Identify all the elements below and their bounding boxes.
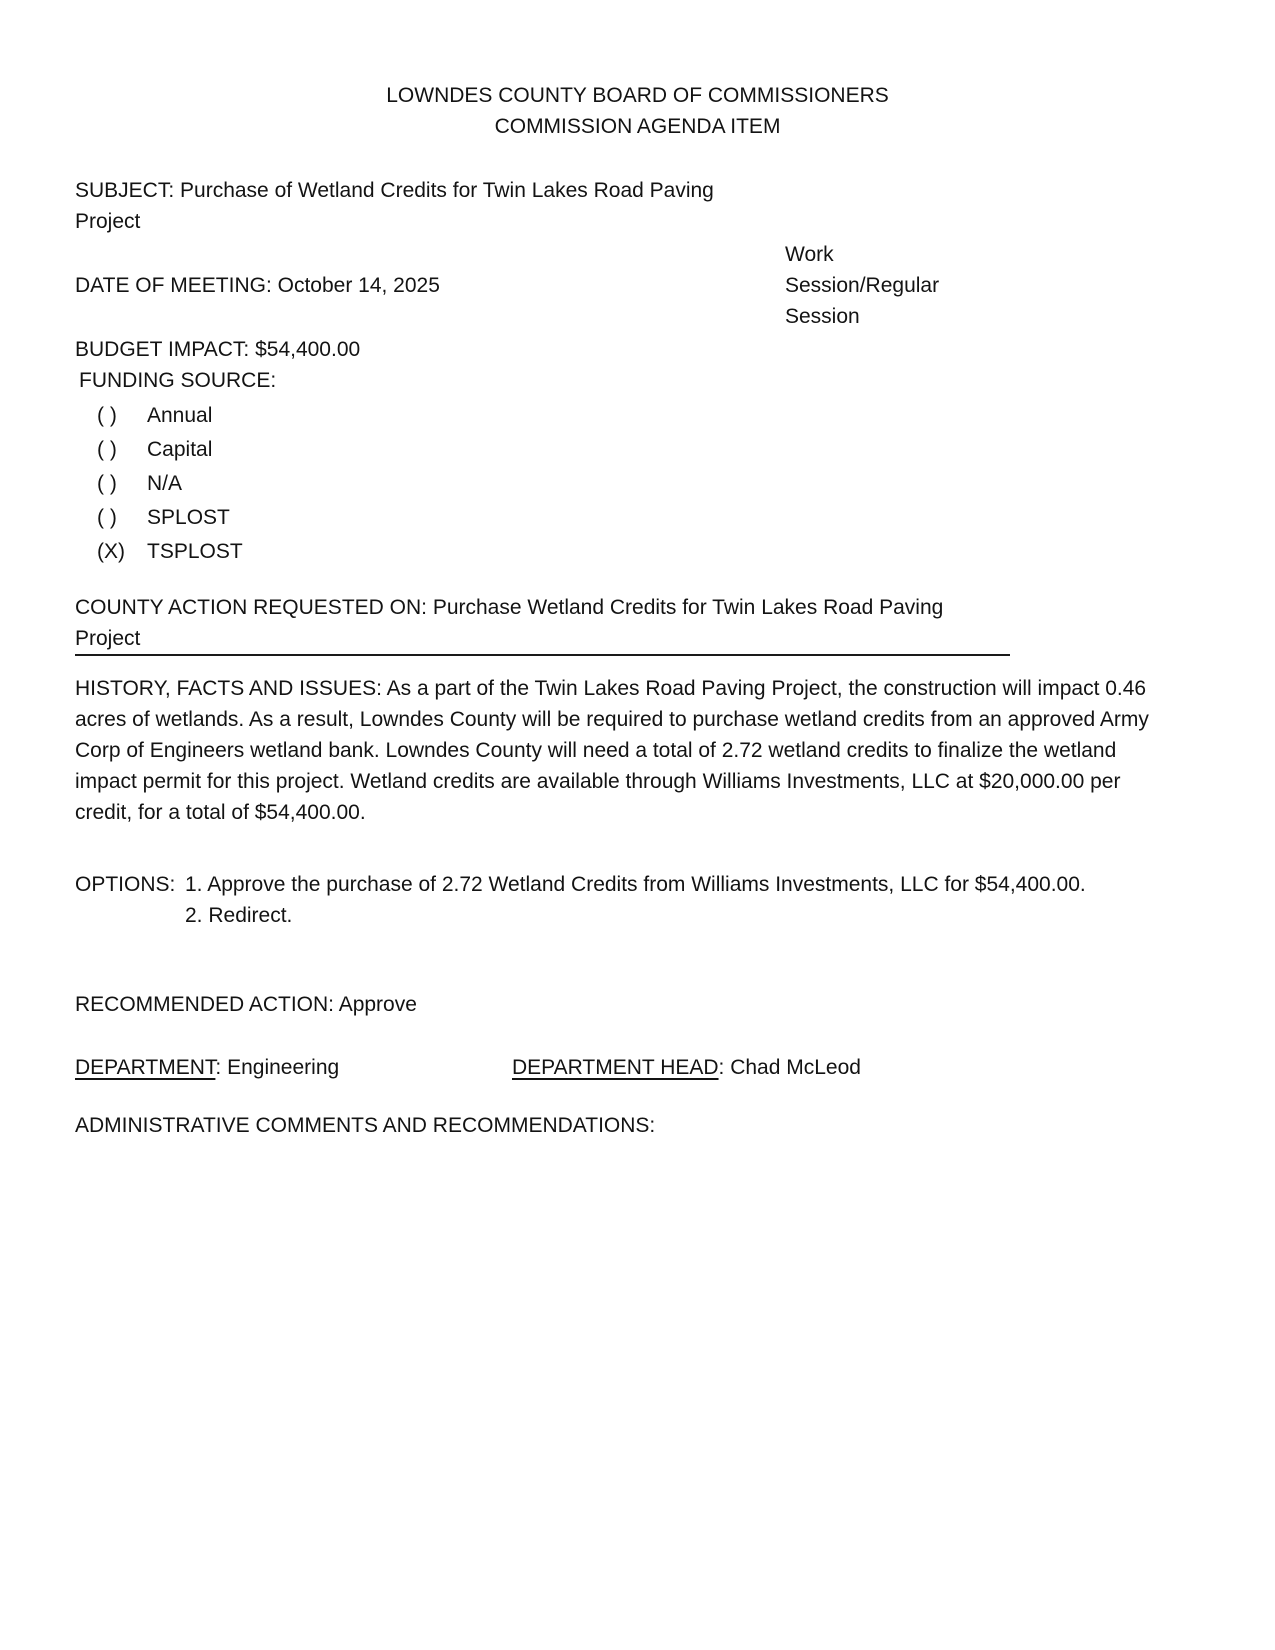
- checkbox-mark: ( ): [97, 438, 117, 461]
- funding-option-label: N/A: [147, 472, 183, 495]
- option-item-2: 2. Redirect.: [185, 904, 293, 927]
- recommended-action-line: RECOMMENDED ACTION: Approve: [75, 993, 417, 1016]
- checkbox-mark: ( ): [97, 472, 117, 495]
- admin-comments-heading: ADMINISTRATIVE COMMENTS AND RECOMMENDATIONS:: [75, 1114, 656, 1137]
- doc-title-line1: LOWNDES COUNTY BOARD OF COMMISSIONERS: [386, 84, 889, 107]
- document-title: [75, 80, 1200, 142]
- department-head-value: : Chad McLeod: [718, 1056, 861, 1079]
- history-paragraph: HISTORY, FACTS AND ISSUES: As a part of the Twin Lakes Road Paving Project, the construction will impact 0.46 acres of wetlands. As a result, Lowndes County will be required to purchase wetland credits from an approved Army Corp of Engineers wetland bank. Lowndes County will need a total of 2.72 wetland credits to finalize the wetland impact permit for this project. Wetland credits are available through Williams Investments, LLC at $20,000.00 per credit, for a total of $54,400.00.: [75, 677, 1149, 824]
- doc-title-line2: COMMISSION AGENDA ITEM: [494, 115, 781, 138]
- funding-source-list: [75, 399, 1200, 569]
- funding-option-label: SPLOST: [147, 506, 230, 529]
- options-label: OPTIONS:: [75, 873, 176, 896]
- checkbox-mark: ( ): [97, 506, 117, 529]
- funding-option-label: Capital: [147, 438, 213, 461]
- department-cell: [75, 1052, 512, 1083]
- department-label: DEPARTMENT: [75, 1056, 216, 1079]
- session-type: Work Session/Regular Session: [785, 243, 940, 328]
- option-item-1: 1. Approve the purchase of 2.72 Wetland Credits from Williams Investments, LLC for $54,400.00.: [185, 873, 1086, 896]
- funding-source-label: FUNDING SOURCE:: [79, 369, 277, 392]
- department-head-label: DEPARTMENT HEAD: [512, 1056, 719, 1079]
- funding-option-capital: [97, 433, 1200, 467]
- funding-option-na: [97, 467, 1200, 501]
- department-row: [75, 1052, 1200, 1083]
- section-divider-line: [75, 654, 1010, 656]
- funding-option-label: TSPLOST: [147, 540, 243, 563]
- funding-option-splost: [97, 501, 1200, 535]
- department-head-cell: [512, 1052, 861, 1083]
- date-of-meeting: DATE OF MEETING: October 14, 2025: [75, 274, 440, 297]
- department-value: : Engineering: [215, 1056, 340, 1079]
- options-section: [75, 869, 1200, 931]
- options-items: [185, 869, 1200, 931]
- funding-option-annual: [97, 399, 1200, 433]
- checkbox-mark-checked: (X): [97, 540, 125, 563]
- checkbox-mark: ( ): [97, 404, 117, 427]
- county-action-line: COUNTY ACTION REQUESTED ON: Purchase Wetland Credits for Twin Lakes Road Paving Project: [75, 596, 944, 650]
- funding-option-tsplost-checked: [97, 535, 1200, 569]
- subject-line: SUBJECT: Purchase of Wetland Credits for Twin Lakes Road Paving Project: [75, 179, 714, 233]
- budget-impact-line: BUDGET IMPACT: $54,400.00: [75, 338, 361, 361]
- funding-option-label: Annual: [147, 404, 213, 427]
- meeting-row: [75, 239, 1200, 332]
